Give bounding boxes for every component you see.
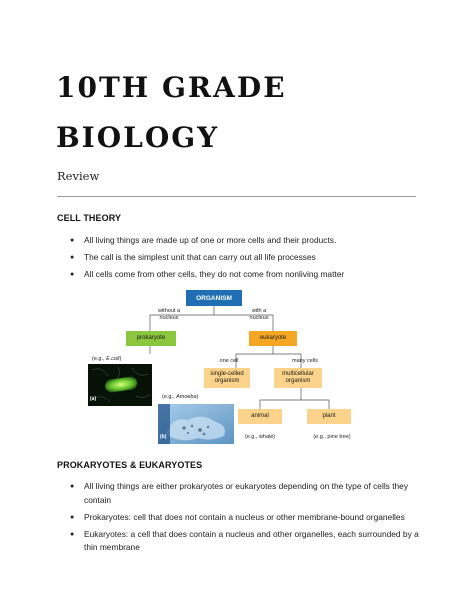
amoeba-photo — [158, 404, 234, 444]
edge-label-without-nucleus: without a nucleus — [157, 308, 180, 321]
list-item — [70, 251, 420, 265]
section-heading-prokaryotes-eukaryotes: PROKARYOTES & EUKARYOTES — [57, 460, 203, 470]
section-heading-cell-theory: CELL THEORY — [57, 213, 122, 223]
cell-theory-list — [70, 234, 420, 285]
root-organism-box — [186, 290, 242, 306]
list-item — [70, 480, 420, 507]
example-animal-label: (e.g., whale) — [244, 434, 276, 440]
document-title-line-1: 10TH GRADE — [56, 71, 287, 104]
list-item — [70, 234, 420, 248]
bullet-icon: ● — [70, 530, 75, 538]
bullet-icon: ● — [70, 271, 75, 278]
horizontal-divider — [57, 196, 416, 197]
single-celled-organism-box — [204, 368, 250, 388]
list-item-text: All living things are either prokaryotes or eukaryotes depending on the type of cells they contain — [84, 481, 409, 505]
prokaryote-label: prokaryote — [136, 335, 166, 341]
example-prefix: (e.g., — [92, 356, 107, 362]
multicellular-organism-box — [274, 368, 322, 388]
plant-label: plant — [322, 413, 336, 419]
example-single-celled-label — [162, 394, 214, 401]
bullet-icon: ● — [70, 254, 75, 261]
bullet-icon: ● — [70, 237, 75, 244]
list-item — [70, 528, 420, 555]
list-item — [70, 268, 420, 282]
list-item-text: All living things are made up of one or more cells and their products. — [84, 235, 337, 245]
organism-classification-diagram — [88, 288, 388, 446]
document-title-line-2: BIOLOGY — [56, 121, 220, 154]
example-species-name: E.coli — [106, 356, 120, 362]
edge-label-one-cell: one cell — [219, 358, 239, 364]
example-suffix: ) — [119, 356, 122, 362]
multicellular-organism-label: multicellular organism — [282, 371, 314, 384]
example-prefix: (e.g., — [162, 394, 177, 400]
example-plant-label: (e.g., pine tree) — [313, 434, 351, 440]
eukaryote-box — [249, 331, 297, 346]
list-item-text: All cells come from other cells, they do not come from nonliving matter — [84, 269, 345, 279]
bullet-icon: ● — [70, 483, 75, 490]
edge-label-many-cells: many cells — [292, 358, 318, 364]
list-item-text: Eukaryotes: a cell that does contain a nucleus and other organelles, each surrounded by a thin membrane — [84, 528, 419, 552]
document-subtitle: Review — [57, 169, 100, 183]
list-item-text: The call is the simplest unit that can carry out all life processes — [84, 252, 316, 262]
example-species-name: Amoeba — [176, 394, 197, 400]
prokaryotes-eukaryotes-list — [70, 480, 420, 558]
root-organism-label: ORGANISM — [196, 294, 232, 302]
list-item — [70, 511, 420, 525]
animal-box — [238, 409, 282, 424]
example-prokaryote-label — [92, 356, 152, 363]
animal-label: animal — [251, 413, 269, 419]
prokaryote-box — [126, 331, 176, 346]
bullet-icon: ● — [70, 513, 75, 521]
photo-b-tag: (b) — [160, 434, 167, 440]
list-item-text: Prokaryotes: cell that does not contain a nucleus or other membrane-bound organelles — [84, 511, 405, 522]
edge-label-with-nucleus: with a nucleus — [249, 308, 269, 321]
single-celled-organism-label: single-celled organism — [210, 371, 244, 384]
example-suffix: ) — [196, 394, 199, 400]
plant-box — [307, 409, 351, 424]
eukaryote-label: eukaryote — [259, 335, 287, 341]
photo-a-tag: (a) — [90, 396, 97, 402]
bacterium-photo — [88, 364, 152, 406]
